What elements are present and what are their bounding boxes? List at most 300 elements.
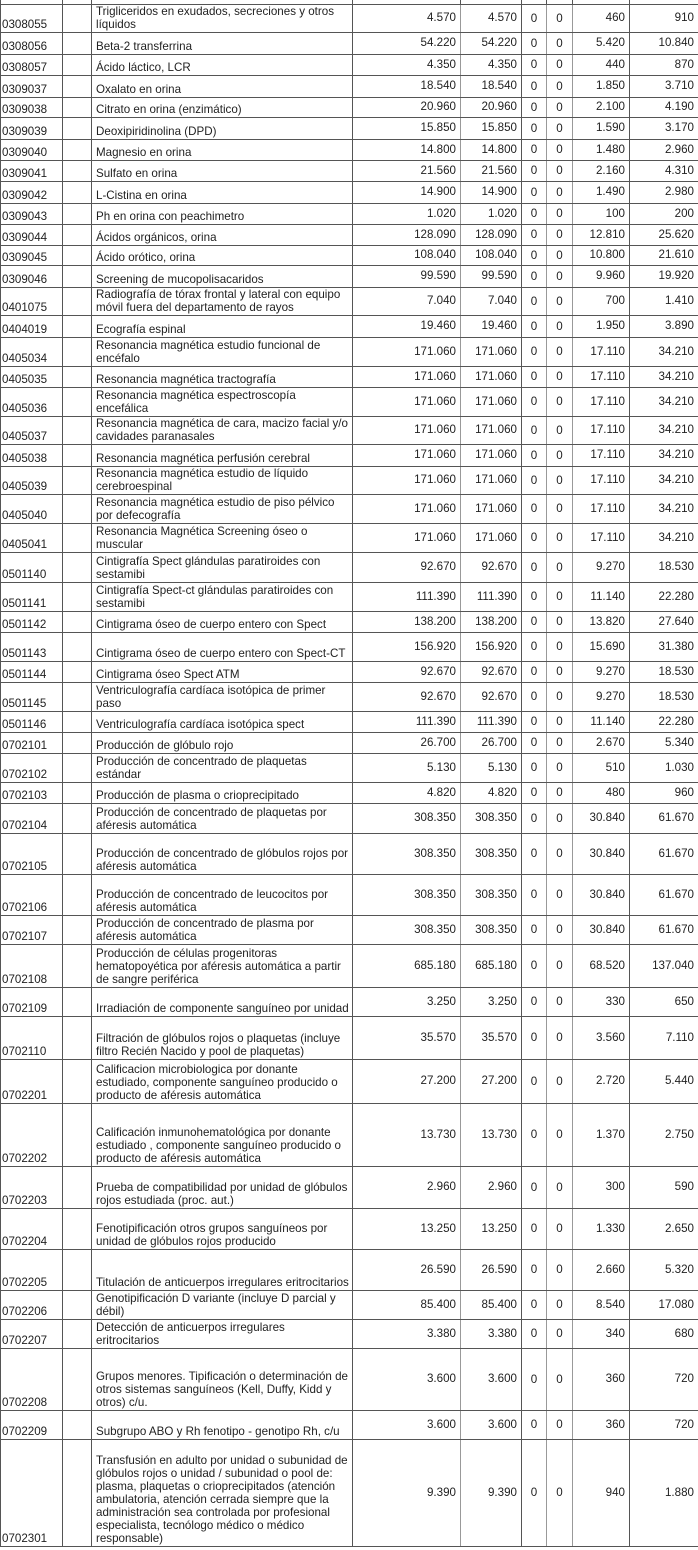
value-3: 0 <box>522 782 547 803</box>
value-3: 0 <box>522 1319 547 1348</box>
item-description: Fenotipificación otros grupos sanguíneos por unidad de glóbulos rojos producido <box>92 1208 353 1249</box>
table-row <box>1 315 698 337</box>
value-5: 17.110 <box>573 416 630 444</box>
value-5: 30.840 <box>573 803 630 833</box>
value-4: 0 <box>547 387 573 416</box>
value-2: 308.350 <box>461 803 522 833</box>
item-description: Cintigrafía Spect glándulas paratiroides con sestamibi <box>92 552 353 582</box>
table-row <box>1 1016 698 1059</box>
value-4: 0 <box>547 1348 573 1410</box>
table-row <box>1 181 698 203</box>
value-4: 0 <box>547 466 573 494</box>
value-6: 720 <box>630 1410 698 1439</box>
item-code: 0702105 <box>1 833 63 874</box>
value-3: 0 <box>522 944 547 987</box>
value-3: 0 <box>522 732 547 753</box>
value-1: 308.350 <box>353 915 461 944</box>
value-5: 100 <box>573 203 630 224</box>
table-row <box>1 682 698 711</box>
item-code: 0702204 <box>1 1208 63 1249</box>
value-2: 26.590 <box>461 1249 522 1290</box>
item-code: 0702107 <box>1 915 63 944</box>
value-5: 300 <box>573 1166 630 1208</box>
table-row <box>1 1059 698 1103</box>
value-6: 18.530 <box>630 552 698 582</box>
item-code: 0702207 <box>1 1319 63 1348</box>
item-description: Citrato en orina (enzimático) <box>92 97 353 117</box>
value-2: 308.350 <box>461 833 522 874</box>
item-description: Producción de plasma o crioprecipitado <box>92 782 353 803</box>
value-5: 13.820 <box>573 611 630 632</box>
value-3: 0 <box>522 1439 547 1546</box>
value-4: 0 <box>547 97 573 117</box>
value-4: 0 <box>547 682 573 711</box>
item-code: 0702110 <box>1 1016 63 1059</box>
table-body <box>1 0 698 1546</box>
value-2: 3.250 <box>461 987 522 1016</box>
table-row <box>1 494 698 523</box>
value-5: 30.840 <box>573 874 630 915</box>
value-6: 61.670 <box>630 833 698 874</box>
value-4: 0 <box>547 753 573 782</box>
value-3: 0 <box>522 915 547 944</box>
item-code: 0702206 <box>1 1290 63 1319</box>
value-2: 138.200 <box>461 611 522 632</box>
item-description: Ácido orótico, orina <box>92 245 353 265</box>
empty-cell <box>63 265 92 287</box>
value-1: 1.020 <box>353 203 461 224</box>
value-6: 2.650 <box>630 1208 698 1249</box>
item-description: Radiografía de tórax frontal y lateral con equipo móvil fuera del departamento de rayos <box>92 287 353 315</box>
empty-cell <box>63 287 92 315</box>
value-5: 2.670 <box>573 732 630 753</box>
item-code: 0702109 <box>1 987 63 1016</box>
value-2: 685.180 <box>461 944 522 987</box>
table-row <box>1 466 698 494</box>
empty-cell <box>63 611 92 632</box>
value-4: 0 <box>547 337 573 366</box>
table-row <box>1 287 698 315</box>
value-4: 0 <box>547 315 573 337</box>
item-description: Resonancia magnética estudio funcional de encéfalo <box>92 337 353 366</box>
empty-cell <box>63 874 92 915</box>
item-description: Detección de anticuerpos irregulares eritrocitarios <box>92 1319 353 1348</box>
table-row <box>1 987 698 1016</box>
table-row <box>1 1439 698 1546</box>
item-code: 0405041 <box>1 523 63 552</box>
value-1: 14.800 <box>353 139 461 160</box>
item-code: 0309046 <box>1 265 63 287</box>
value-1: 13.250 <box>353 1208 461 1249</box>
value-1: 4.570 <box>353 4 461 32</box>
table-row <box>1 833 698 874</box>
value-5: 480 <box>573 782 630 803</box>
value-5: 15.690 <box>573 632 630 661</box>
item-code: 0702301 <box>1 1439 63 1546</box>
value-3: 0 <box>522 661 547 682</box>
value-2: 4.350 <box>461 54 522 75</box>
value-1: 13.730 <box>353 1103 461 1166</box>
value-1: 4.820 <box>353 782 461 803</box>
value-1: 15.850 <box>353 117 461 139</box>
value-1: 138.200 <box>353 611 461 632</box>
value-2: 7.040 <box>461 287 522 315</box>
item-code: 0501145 <box>1 682 63 711</box>
value-3: 0 <box>522 245 547 265</box>
table-row <box>1 54 698 75</box>
value-2: 1.020 <box>461 203 522 224</box>
value-4: 0 <box>547 203 573 224</box>
value-1: 35.570 <box>353 1016 461 1059</box>
table-row <box>1 661 698 682</box>
empty-cell <box>63 4 92 32</box>
value-5: 5.420 <box>573 32 630 54</box>
table-row <box>1 75 698 97</box>
value-6: 3.890 <box>630 315 698 337</box>
value-1: 14.900 <box>353 181 461 203</box>
value-4: 0 <box>547 181 573 203</box>
value-5: 1.490 <box>573 181 630 203</box>
value-4: 0 <box>547 32 573 54</box>
item-code: 0702205 <box>1 1249 63 1290</box>
value-3: 0 <box>522 632 547 661</box>
value-3: 0 <box>522 1208 547 1249</box>
value-3: 0 <box>522 139 547 160</box>
item-code: 0308055 <box>1 4 63 32</box>
value-1: 308.350 <box>353 803 461 833</box>
value-1: 27.200 <box>353 1059 461 1103</box>
value-6: 2.980 <box>630 181 698 203</box>
value-3: 0 <box>522 552 547 582</box>
value-6: 34.210 <box>630 366 698 387</box>
value-5: 9.270 <box>573 552 630 582</box>
item-code: 0405036 <box>1 387 63 416</box>
table-row <box>1 32 698 54</box>
value-4: 0 <box>547 1166 573 1208</box>
value-6: 5.440 <box>630 1059 698 1103</box>
empty-cell <box>63 987 92 1016</box>
value-6: 61.670 <box>630 874 698 915</box>
value-5: 9.960 <box>573 265 630 287</box>
value-3: 0 <box>522 1166 547 1208</box>
value-6: 4.310 <box>630 160 698 181</box>
value-1: 3.600 <box>353 1348 461 1410</box>
value-6: 18.530 <box>630 661 698 682</box>
value-2: 13.730 <box>461 1103 522 1166</box>
value-1: 2.960 <box>353 1166 461 1208</box>
item-description: Oxalato en orina <box>92 75 353 97</box>
value-4: 0 <box>547 833 573 874</box>
empty-cell <box>63 416 92 444</box>
value-2: 20.960 <box>461 97 522 117</box>
value-5: 460 <box>573 4 630 32</box>
value-6: 31.380 <box>630 632 698 661</box>
empty-cell <box>63 753 92 782</box>
value-3: 0 <box>522 315 547 337</box>
item-code: 0309039 <box>1 117 63 139</box>
empty-cell <box>63 1103 92 1166</box>
item-description: L-Cistina en orina <box>92 181 353 203</box>
item-description: Grupos menores. Tipificación o determinación de otros sistemas sanguíneos (Kell, Duffy, Kidd y otros) c/u. <box>92 1348 353 1410</box>
value-3: 0 <box>522 337 547 366</box>
item-code: 0702102 <box>1 753 63 782</box>
value-1: 20.960 <box>353 97 461 117</box>
value-3: 0 <box>522 494 547 523</box>
value-5: 17.110 <box>573 466 630 494</box>
table-row <box>1 1249 698 1290</box>
table-row <box>1 582 698 611</box>
value-5: 3.560 <box>573 1016 630 1059</box>
value-2: 171.060 <box>461 387 522 416</box>
value-6: 590 <box>630 1166 698 1208</box>
empty-cell <box>63 139 92 160</box>
value-3: 0 <box>522 833 547 874</box>
value-4: 0 <box>547 139 573 160</box>
value-3: 0 <box>522 181 547 203</box>
item-description: Screening de mucopolisacaridos <box>92 265 353 287</box>
value-4: 0 <box>547 4 573 32</box>
table-row <box>1 1208 698 1249</box>
value-1: 5.130 <box>353 753 461 782</box>
value-3: 0 <box>522 523 547 552</box>
empty-cell <box>63 494 92 523</box>
value-1: 128.090 <box>353 224 461 245</box>
value-2: 92.670 <box>461 552 522 582</box>
value-3: 0 <box>522 1103 547 1166</box>
empty-cell <box>63 803 92 833</box>
item-description: Producción de concentrado de plaquetas por aféresis automática <box>92 803 353 833</box>
value-1: 26.700 <box>353 732 461 753</box>
value-3: 0 <box>522 203 547 224</box>
value-3: 0 <box>522 682 547 711</box>
empty-cell <box>63 582 92 611</box>
table-row <box>1 1319 698 1348</box>
value-5: 68.520 <box>573 944 630 987</box>
empty-cell <box>63 224 92 245</box>
value-5: 1.480 <box>573 139 630 160</box>
value-4: 0 <box>547 416 573 444</box>
value-2: 13.250 <box>461 1208 522 1249</box>
item-description: Producción de concentrado de glóbulos rojos por aféresis automática <box>92 833 353 874</box>
empty-cell <box>63 1208 92 1249</box>
item-description: Resonancia magnética estudio de piso pélvico por defecografía <box>92 494 353 523</box>
item-description: Cintigrafía Spect-ct glándulas paratiroides con sestamibi <box>92 582 353 611</box>
value-1: 171.060 <box>353 366 461 387</box>
value-5: 8.540 <box>573 1290 630 1319</box>
value-5: 17.110 <box>573 387 630 416</box>
empty-cell <box>63 203 92 224</box>
value-2: 14.900 <box>461 181 522 203</box>
value-2: 171.060 <box>461 494 522 523</box>
item-description: Resonancia magnética de cara, macizo facial y/o cavidades paranasales <box>92 416 353 444</box>
value-2: 9.390 <box>461 1439 522 1546</box>
value-6: 61.670 <box>630 915 698 944</box>
value-6: 2.750 <box>630 1103 698 1166</box>
item-description: Ácido láctico, LCR <box>92 54 353 75</box>
table-row <box>1 874 698 915</box>
value-2: 54.220 <box>461 32 522 54</box>
value-3: 0 <box>522 611 547 632</box>
table-row <box>1 4 698 32</box>
table-row <box>1 523 698 552</box>
empty-cell <box>63 1410 92 1439</box>
value-5: 1.330 <box>573 1208 630 1249</box>
item-code: 0702203 <box>1 1166 63 1208</box>
item-description: Producción de concentrado de leucocitos por aféresis automática <box>92 874 353 915</box>
value-5: 10.800 <box>573 245 630 265</box>
value-4: 0 <box>547 224 573 245</box>
value-1: 19.460 <box>353 315 461 337</box>
value-1: 171.060 <box>353 387 461 416</box>
value-6: 27.640 <box>630 611 698 632</box>
item-code: 0309038 <box>1 97 63 117</box>
value-5: 340 <box>573 1319 630 1348</box>
table-row <box>1 366 698 387</box>
value-4: 0 <box>547 287 573 315</box>
value-5: 9.270 <box>573 682 630 711</box>
value-5: 360 <box>573 1348 630 1410</box>
value-3: 0 <box>522 582 547 611</box>
value-5: 440 <box>573 54 630 75</box>
value-6: 3.170 <box>630 117 698 139</box>
value-6: 25.620 <box>630 224 698 245</box>
item-code: 0702202 <box>1 1103 63 1166</box>
value-1: 92.670 <box>353 661 461 682</box>
item-description: Ventriculografía cardíaca isotópica de primer paso <box>92 682 353 711</box>
value-2: 171.060 <box>461 416 522 444</box>
value-6: 7.110 <box>630 1016 698 1059</box>
value-1: 3.250 <box>353 987 461 1016</box>
value-2: 308.350 <box>461 915 522 944</box>
value-2: 99.590 <box>461 265 522 287</box>
empty-cell <box>63 711 92 732</box>
item-code: 0308057 <box>1 54 63 75</box>
table-row <box>1 416 698 444</box>
value-6: 19.920 <box>630 265 698 287</box>
table-row <box>1 97 698 117</box>
value-4: 0 <box>547 1410 573 1439</box>
empty-cell <box>63 1016 92 1059</box>
value-4: 0 <box>547 160 573 181</box>
item-code: 0309041 <box>1 160 63 181</box>
value-5: 360 <box>573 1410 630 1439</box>
empty-cell <box>63 833 92 874</box>
empty-cell <box>63 632 92 661</box>
table-row <box>1 224 698 245</box>
value-4: 0 <box>547 1249 573 1290</box>
empty-cell <box>63 1290 92 1319</box>
table-row <box>1 711 698 732</box>
value-1: 171.060 <box>353 466 461 494</box>
item-code: 0405040 <box>1 494 63 523</box>
item-description: Sulfato en orina <box>92 160 353 181</box>
empty-cell <box>63 97 92 117</box>
item-code: 0702209 <box>1 1410 63 1439</box>
value-6: 720 <box>630 1348 698 1410</box>
value-6: 680 <box>630 1319 698 1348</box>
empty-cell <box>63 337 92 366</box>
value-6: 21.610 <box>630 245 698 265</box>
value-5: 1.370 <box>573 1103 630 1166</box>
empty-cell <box>63 1166 92 1208</box>
value-5: 510 <box>573 753 630 782</box>
empty-cell <box>63 1249 92 1290</box>
item-code: 0309042 <box>1 181 63 203</box>
value-1: 171.060 <box>353 523 461 552</box>
value-3: 0 <box>522 1410 547 1439</box>
value-5: 1.590 <box>573 117 630 139</box>
item-code: 0309043 <box>1 203 63 224</box>
value-6: 870 <box>630 54 698 75</box>
value-3: 0 <box>522 265 547 287</box>
value-2: 3.380 <box>461 1319 522 1348</box>
value-5: 1.950 <box>573 315 630 337</box>
value-1: 21.560 <box>353 160 461 181</box>
table-row <box>1 245 698 265</box>
empty-cell <box>63 444 92 466</box>
item-description: Resonancia magnética tractografía <box>92 366 353 387</box>
value-3: 0 <box>522 1348 547 1410</box>
item-code: 0702201 <box>1 1059 63 1103</box>
value-3: 0 <box>522 466 547 494</box>
value-3: 0 <box>522 54 547 75</box>
table-row <box>1 203 698 224</box>
value-3: 0 <box>522 753 547 782</box>
value-1: 92.670 <box>353 682 461 711</box>
value-2: 19.460 <box>461 315 522 337</box>
value-3: 0 <box>522 287 547 315</box>
value-5: 17.110 <box>573 366 630 387</box>
item-description: Subgrupo ABO y Rh fenotipo - genotipo Rh, c/u <box>92 1410 353 1439</box>
item-code: 0501140 <box>1 552 63 582</box>
value-4: 0 <box>547 632 573 661</box>
item-description: Magnesio en orina <box>92 139 353 160</box>
table-row <box>1 117 698 139</box>
value-4: 0 <box>547 366 573 387</box>
value-3: 0 <box>522 32 547 54</box>
value-5: 11.140 <box>573 582 630 611</box>
item-code: 0309037 <box>1 75 63 97</box>
value-2: 2.960 <box>461 1166 522 1208</box>
value-1: 171.060 <box>353 494 461 523</box>
value-2: 128.090 <box>461 224 522 245</box>
table-row <box>1 337 698 366</box>
item-description: Cintigrama óseo Spect ATM <box>92 661 353 682</box>
value-5: 17.110 <box>573 523 630 552</box>
value-1: 3.380 <box>353 1319 461 1348</box>
table-row <box>1 1103 698 1166</box>
item-description: Ecografía espinal <box>92 315 353 337</box>
item-code: 0309044 <box>1 224 63 245</box>
value-1: 156.920 <box>353 632 461 661</box>
value-6: 650 <box>630 987 698 1016</box>
table-row <box>1 915 698 944</box>
item-description: Resonancia magnética perfusión cerebral <box>92 444 353 466</box>
value-3: 0 <box>522 117 547 139</box>
value-5: 17.110 <box>573 337 630 366</box>
table-row <box>1 944 698 987</box>
empty-cell <box>63 1059 92 1103</box>
item-code: 0405034 <box>1 337 63 366</box>
value-6: 22.280 <box>630 711 698 732</box>
empty-cell <box>63 523 92 552</box>
value-4: 0 <box>547 523 573 552</box>
value-2: 92.670 <box>461 682 522 711</box>
empty-cell <box>63 732 92 753</box>
value-6: 17.080 <box>630 1290 698 1319</box>
empty-cell <box>63 160 92 181</box>
item-code: 0702101 <box>1 732 63 753</box>
